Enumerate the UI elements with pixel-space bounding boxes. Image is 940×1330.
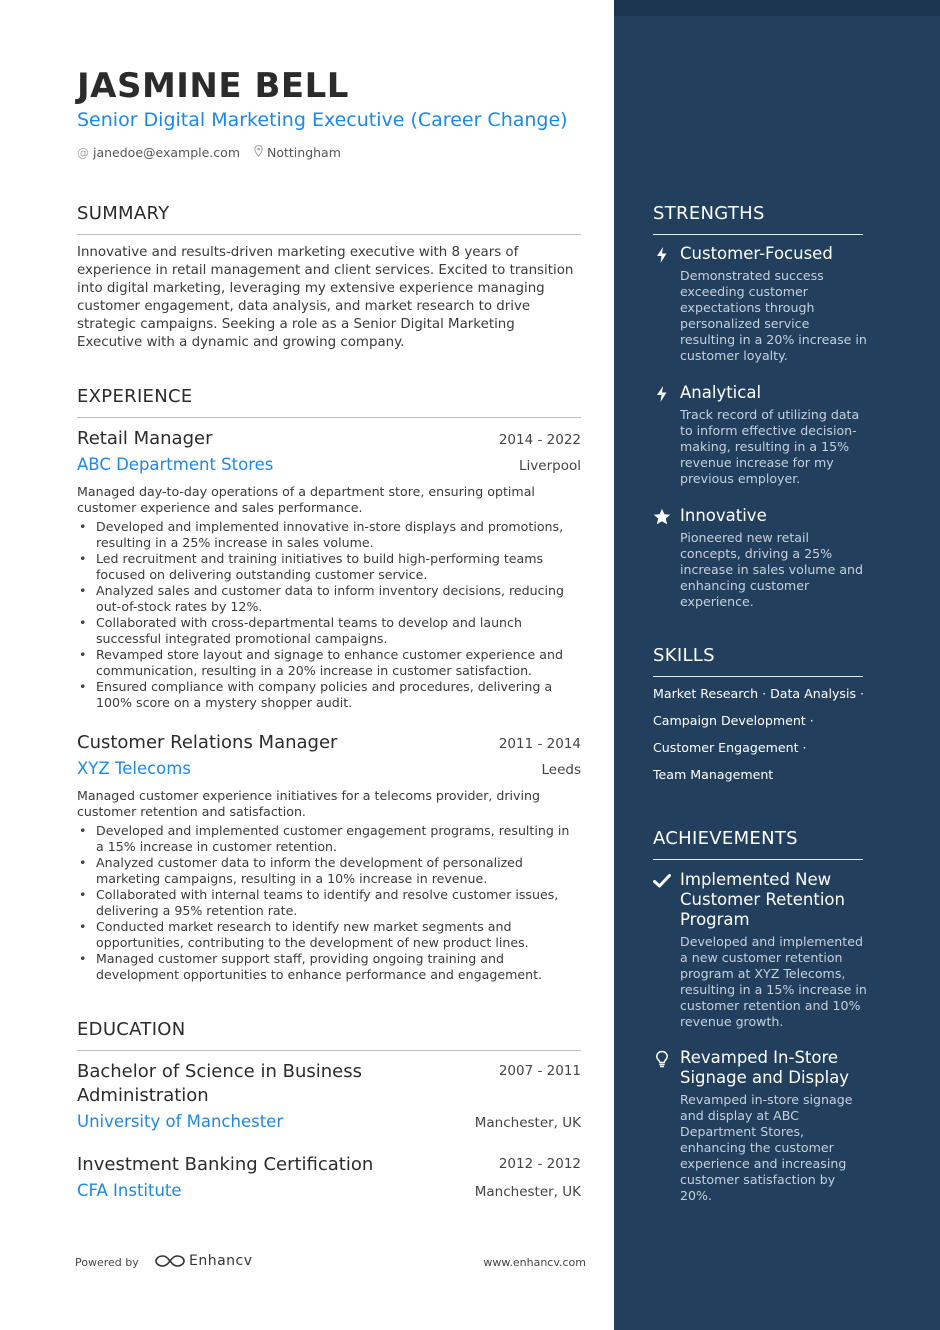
strength-title: Innovative [680,506,767,525]
email-text: janedoe@example.com [93,145,240,160]
list-item: • Analyzed customer data to inform the development of personalized marketing campaigns, resulting in a 10% increase in revenue. [77,855,581,887]
contact-info [77,145,355,160]
candidate-title: Senior Digital Marketing Executive (Career Change) [77,109,568,131]
school-name[interactable]: University of Manchester [77,1112,284,1131]
job-entry [77,732,581,983]
skills-divider [653,676,863,677]
job-company[interactable]: ABC Department Stores [77,455,274,474]
education-dates: 2012 - 2012 [498,1156,581,1172]
infinity-icon [155,1253,185,1269]
job-location: Liverpool [519,458,581,474]
job-dates: 2014 - 2022 [498,432,581,448]
candidate-name: JASMINE BELL [77,66,349,106]
job-location: Leeds [541,762,581,778]
location-item [254,145,341,160]
education-location: Manchester, UK [474,1115,581,1131]
pin-icon [254,145,263,160]
list-item: • Conducted market research to identify new market segments and opportunities, contributing to the development of new product lines. [77,919,581,951]
job-title: Customer Relations Manager [77,732,338,753]
achievements-heading: ACHIEVEMENTS [653,828,798,849]
achievement-title: Implemented New Customer Retention Program [680,870,845,929]
strength-item [653,383,868,487]
star-icon [653,508,671,526]
location-text: Nottingham [267,145,341,160]
list-item: • Developed and implemented customer engagement programs, resulting in a 15% increase in customer retention. [77,823,581,855]
strength-description: Demonstrated success exceeding customer expectations through personalized service resulting in a 20% increase in customer loyalty. [680,268,867,363]
check-icon [653,872,671,890]
list-item: • Collaborated with internal teams to identify and resolve customer issues, delivering a 95% retention rate. [77,887,581,919]
education-location: Manchester, UK [474,1184,581,1200]
list-item: • Collaborated with cross-departmental teams to develop and launch successful integrated promotional campaigns. [77,615,581,647]
degree-title: Bachelor of Science in Business Administration [77,1061,362,1106]
job-dates: 2011 - 2014 [498,736,581,752]
experience-heading: EXPERIENCE [77,386,193,407]
achievement-item [653,1048,868,1204]
strength-description: Track record of utilizing data to inform effective decision-making, resulting in a 15% revenue increase for my previous employer. [680,407,860,486]
job-entry [77,428,581,711]
job-description: Managed day-to-day operations of a department store, ensuring optimal customer experience and sales performance. [77,484,535,515]
strengths-divider [653,234,863,235]
job-bullets [77,823,581,983]
experience-divider [77,417,581,418]
powered-by-text: Powered by [75,1256,139,1269]
strengths-heading: STRENGTHS [653,203,765,224]
strength-item [653,506,868,610]
list-item: • Ensured compliance with company policies and procedures, delivering a 100% score on a mystery shopper audit. [77,679,581,711]
list-item: • Developed and implemented innovative in-store displays and promotions, resulting in a 25% increase in sales volume. [77,519,581,551]
summary-text: Innovative and results-driven marketing executive with 8 years of experience in retail management and client services. Excited to transition into digital marketing, leveraging my extensive experience managing customer engagement, data analysis, and market research to drive strategic campaigns. Seeking a role as a Senior Digital Marketing Executive with a dynamic and growing company. [77,245,574,350]
achievement-title: Revamped In-Store Signage and Display [680,1048,850,1087]
skill-tag: Campaign Development · [653,713,814,728]
education-divider [77,1050,581,1051]
job-description: Managed customer experience initiatives for a telecoms provider, driving customer retention and satisfaction. [77,788,540,819]
job-company[interactable]: XYZ Telecoms [77,759,191,778]
education-entry [77,1060,581,1131]
list-item: • Revamped store layout and signage to enhance customer experience and communication, resulting in a 20% increase in customer satisfaction. [77,647,581,679]
footer [75,1253,586,1273]
list-item: • Managed customer support staff, providing ongoing training and development opportunities to enhance performance and engagement. [77,951,581,983]
school-name[interactable]: CFA Institute [77,1181,182,1200]
strength-title: Customer-Focused [680,244,833,263]
brand-name: Enhancv [189,1253,253,1269]
education-heading: EDUCATION [77,1019,186,1040]
list-item: • Led recruitment and training initiatives to build high-performing teams focused on delivering outstanding customer service. [77,551,581,583]
job-title: Retail Manager [77,428,213,449]
summary-divider [77,234,581,235]
skill-tag: Team Management [653,767,774,782]
education-entry [77,1153,581,1200]
job-bullets [77,519,581,711]
website-link[interactable]: www.enhancv.com [483,1256,586,1269]
bolt-icon [653,246,671,264]
at-icon: @ [77,145,89,160]
skill-tag: Customer Engagement · [653,740,807,755]
achievements-divider [653,859,863,860]
email-item[interactable] [77,145,240,160]
sidebar-top-band [614,0,940,16]
strength-title: Analytical [680,383,762,402]
achievement-item [653,870,868,1030]
education-dates: 2007 - 2011 [498,1063,581,1079]
strength-description: Pioneered new retail concepts, driving a 25% increase in sales volume and enhancing customer experience. [680,530,864,609]
summary-heading: SUMMARY [77,203,170,224]
degree-title: Investment Banking Certification [77,1154,374,1175]
strength-item [653,244,868,364]
bolt-icon [653,385,671,403]
achievement-description: Revamped in-store signage and display at ABC Department Stores, enhancing the customer experience and increasing customer satisfaction by 20%. [680,1092,853,1203]
skill-tag: Market Research · Data Analysis · [653,686,865,701]
lightbulb-icon [653,1050,671,1068]
achievement-description: Developed and implemented a new customer retention program at XYZ Telecoms, resulting in a 15% increase in customer retention and 10% revenue growth. [680,934,867,1029]
skills-list [653,686,868,794]
list-item: • Analyzed sales and customer data to inform inventory decisions, reducing out-of-stock rates by 12%. [77,583,581,615]
enhancv-logo[interactable] [155,1253,253,1269]
skills-heading: SKILLS [653,645,715,666]
